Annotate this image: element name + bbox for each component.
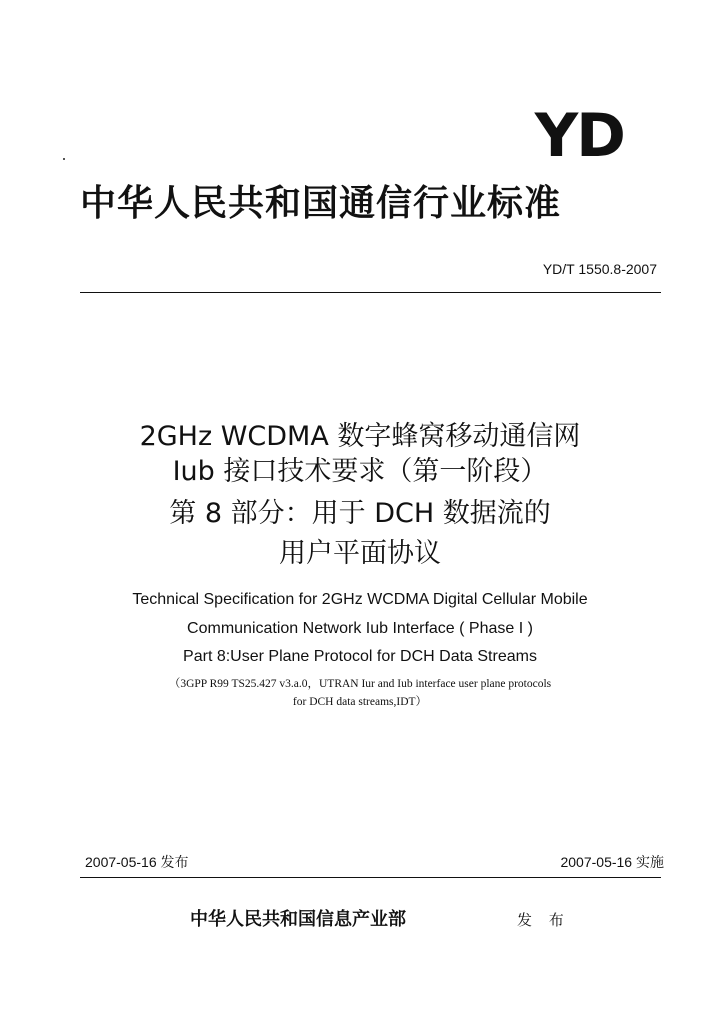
equivalence-note-line-2: for DCH data streams,IDT） [292, 696, 428, 708]
title-cn-line-3: 第 8 部分：用于 DCH 数据流的 [169, 498, 551, 529]
title-en-line-2: Communication Network Iub Interface ( Phase I ) [187, 620, 533, 637]
scan-speck [63, 158, 65, 160]
title-cn-line-2: Iub 接口技术要求（第一阶段） [172, 456, 548, 487]
title-cn-line-4: 用户平面协议 [279, 538, 441, 569]
standard-code: YD/T 1550.8-2007 [542, 261, 657, 277]
title-en-line-1: Technical Specification for 2GHz WCDMA Digital Cellular Mobile [132, 591, 588, 608]
publisher-name: 中华人民共和国信息产业部 [190, 909, 406, 930]
implement-date: 2007-05-16 实施 [560, 854, 664, 870]
equivalence-note-line-1: （3GPP R99 TS25.427 v3.a.0，UTRAN Iur and Iub interface user plane protocols [168, 678, 552, 690]
top-divider [80, 292, 661, 293]
title-cn-line-1: 2GHz WCDMA 数字蜂窝移动通信网 [139, 421, 581, 452]
publish-label: 发 布 [517, 911, 570, 929]
yd-logo: YD [534, 101, 624, 171]
issue-date: 2007-05-16 发布 [85, 854, 189, 870]
title-en-line-3: Part 8:User Plane Protocol for DCH Data Streams [183, 648, 537, 665]
bottom-divider [80, 877, 661, 878]
standard-title: 中华人民共和国通信行业标准 [80, 183, 562, 224]
